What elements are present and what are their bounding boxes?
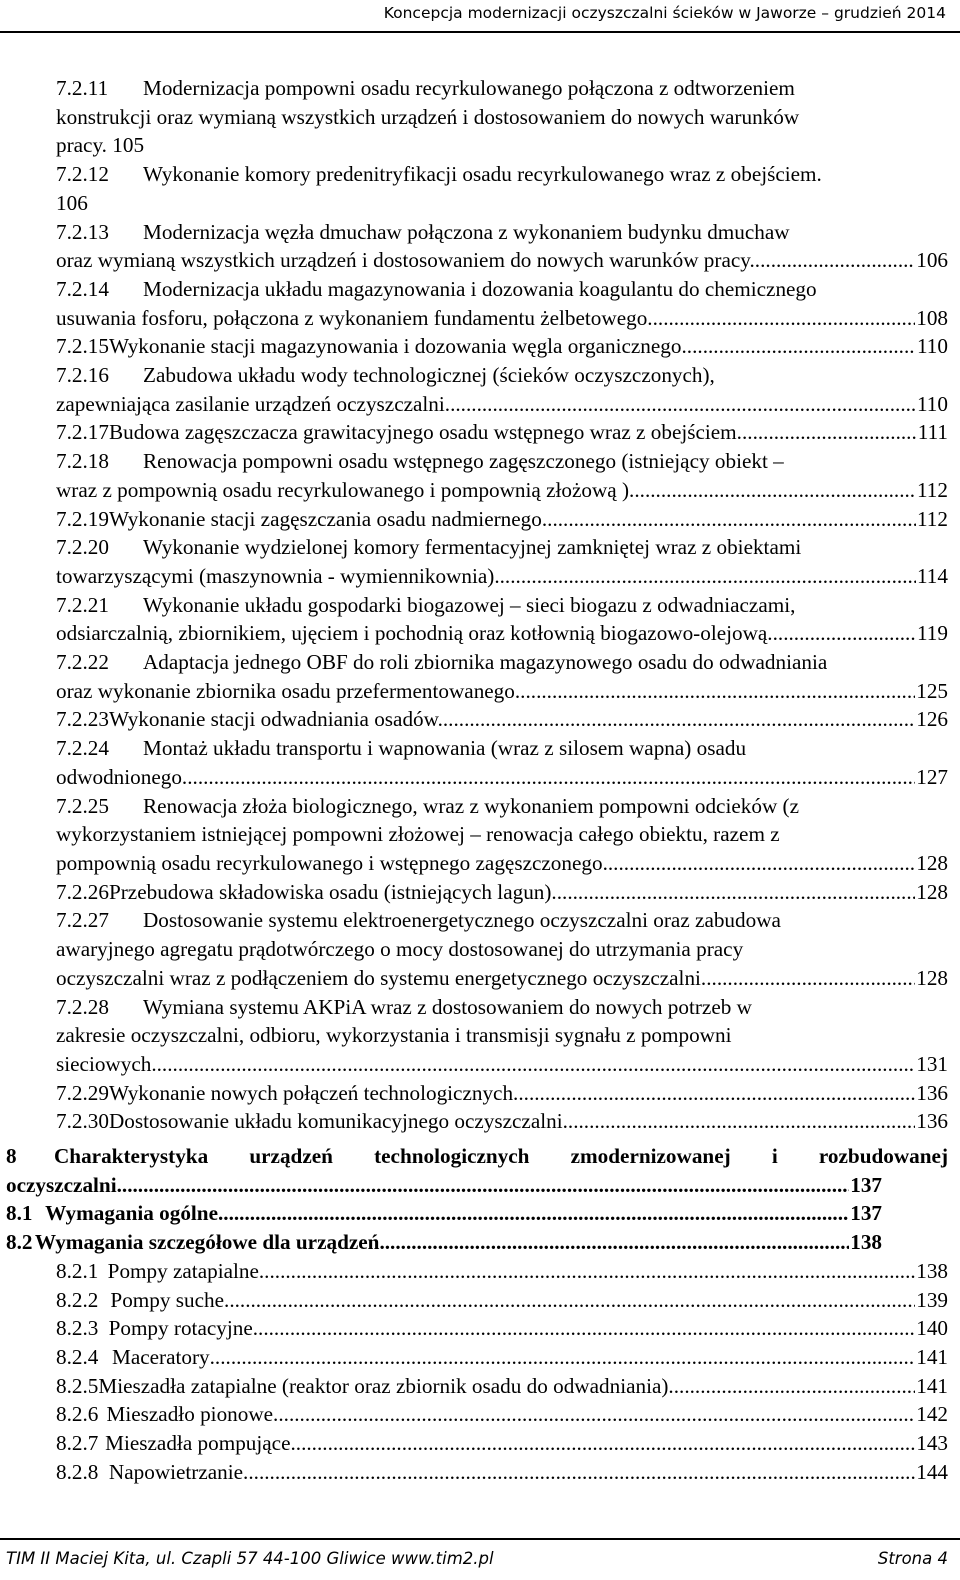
toc-page-number: 141 bbox=[916, 1373, 948, 1398]
toc-entry-number: 8.1 bbox=[6, 1201, 33, 1226]
toc-entry-line bbox=[56, 820, 948, 849]
toc-entry-text: Adaptacja jednego OBF do roli zbiornika magazynowego osadu do odwadniania bbox=[143, 650, 828, 675]
toc-entry-line bbox=[56, 677, 948, 706]
toc-entry-text: Wykonanie wydzielonej komory fermentacyjnej zamkniętej wraz z obiektami bbox=[143, 535, 802, 560]
dot-leader bbox=[253, 1314, 915, 1343]
toc-entry-text: Pompy suche. bbox=[110, 1287, 230, 1312]
toc-entry-number: 8.2.5 bbox=[56, 1373, 99, 1398]
toc-entry[interactable] bbox=[0, 74, 960, 160]
toc-entry-number: 8 bbox=[6, 1144, 17, 1169]
toc-entry-text: Montaż układu transportu i wapnowania (wraz z silosem wapna) osadu bbox=[143, 736, 747, 761]
toc-entry-text: usuwania fosforu, połączona z wykonaniem fundamentu żelbetowego. bbox=[56, 305, 653, 330]
toc-entry-text: Wykonanie komory predenitryfikacji osadu recyrkulowanego wraz z obejściem. bbox=[143, 162, 822, 187]
toc-entry-line bbox=[56, 332, 948, 361]
toc-entry-number: 8.2.6 bbox=[56, 1402, 99, 1427]
toc-entry-number: 8.2.2 bbox=[56, 1287, 99, 1312]
dot-leader bbox=[264, 1257, 915, 1286]
dot-leader bbox=[547, 505, 916, 534]
page-header: Koncepcja modernizacji oczyszczalni ścieków w Jaworze – grudzień 2014 bbox=[383, 4, 946, 22]
toc-page-number: 138 bbox=[916, 1258, 948, 1283]
toc-page-number: 139 bbox=[916, 1287, 948, 1312]
toc-entry[interactable] bbox=[0, 505, 960, 534]
toc-entry-line bbox=[56, 648, 948, 677]
toc-entry[interactable] bbox=[0, 1199, 960, 1228]
toc-entry-line bbox=[56, 160, 948, 189]
toc-page-number: 141 bbox=[916, 1344, 948, 1369]
toc-entry-line bbox=[6, 1228, 948, 1257]
toc-entry-text: Mieszadła zatapialne (reaktor oraz zbiornik osadu do odwadniania). bbox=[98, 1373, 674, 1398]
toc-entry[interactable] bbox=[0, 906, 960, 992]
toc-page-number: 110 bbox=[917, 391, 948, 416]
toc-entry-line bbox=[56, 964, 948, 993]
toc-entry[interactable] bbox=[0, 1400, 960, 1429]
toc-entry-text: wraz z pompownią osadu recyrkulowanego i pompownią złożową ). bbox=[56, 477, 635, 502]
dot-leader bbox=[773, 619, 916, 648]
dot-leader bbox=[450, 390, 916, 419]
toc-entry-text: Modernizacja układu magazynowania i dozowania koagulantu do chemicznego bbox=[143, 276, 817, 301]
toc-entry-text: Wykonanie układu gospodarki biogazowej – sieci biogazu z odwadniaczami, bbox=[143, 592, 796, 617]
toc-entry-line bbox=[56, 189, 948, 218]
toc-entry-text: Dostosowanie układu komunikacyjnego oczyszczalni. bbox=[108, 1109, 568, 1134]
toc-entry-number: 7.2.18 bbox=[56, 449, 109, 474]
toc-entry-line bbox=[56, 763, 948, 792]
toc-entry-line bbox=[56, 906, 948, 935]
toc-entry-number: 7.2.29 bbox=[56, 1080, 109, 1105]
toc-entry-number: 7.2.20 bbox=[56, 535, 109, 560]
toc-entry[interactable] bbox=[0, 533, 960, 590]
toc-entry-number: 8.2.1 bbox=[56, 1258, 99, 1283]
toc-entry-number: 8.2.7 bbox=[56, 1431, 99, 1456]
toc-entry-line bbox=[56, 705, 948, 734]
toc-entry[interactable] bbox=[0, 1314, 960, 1343]
toc-entry-number: 7.2.24 bbox=[56, 736, 109, 761]
toc-page-number: 137 bbox=[850, 1172, 882, 1197]
dot-leader bbox=[706, 964, 915, 993]
toc-entry[interactable] bbox=[0, 1458, 960, 1487]
toc-entry-line bbox=[56, 1343, 948, 1372]
toc-entry-text: Renowacja złoża biologicznego, wraz z wykonaniem pompowni odcieków (z bbox=[143, 793, 799, 818]
toc-entry[interactable] bbox=[0, 160, 960, 217]
toc-entry-text: oraz wymianą wszystkich urządzeń i dostosowaniem do nowych warunków pracy. bbox=[56, 248, 755, 273]
toc-entry-line bbox=[56, 390, 948, 419]
header-rule bbox=[0, 31, 960, 33]
toc-entry[interactable] bbox=[0, 1343, 960, 1372]
toc-page-number: 106 bbox=[916, 248, 948, 273]
toc-page-number: 138 bbox=[850, 1230, 882, 1255]
toc-page-number: 142 bbox=[916, 1402, 948, 1427]
toc-entry-text: konstrukcji oraz wymianą wszystkich urządzeń i dostosowaniem do nowych warunków bbox=[56, 104, 800, 129]
toc-entry-number: 8.2.3 bbox=[56, 1316, 99, 1341]
toc-page-number: 111 bbox=[917, 420, 948, 445]
toc-page-number: 128 bbox=[916, 879, 948, 904]
dot-leader bbox=[278, 1400, 915, 1429]
toc-entry-line bbox=[6, 1171, 948, 1200]
toc-entry-number: 7.2.16 bbox=[56, 363, 109, 388]
toc-entry-number: 8.2.8 bbox=[56, 1459, 99, 1484]
toc-entry-line bbox=[56, 1400, 948, 1429]
toc-entry[interactable] bbox=[0, 447, 960, 504]
toc-entry[interactable] bbox=[0, 218, 960, 275]
toc-entry-line bbox=[56, 246, 948, 275]
toc-entry-line bbox=[56, 935, 948, 964]
toc-entry-number: 7.2.15 bbox=[56, 334, 109, 359]
toc-entry-text: Maceratory bbox=[111, 1344, 210, 1369]
toc-page-number: 137 bbox=[850, 1201, 882, 1226]
toc-entry[interactable] bbox=[0, 1228, 960, 1257]
toc-entry-number: 7.2.21 bbox=[56, 592, 109, 617]
dot-leader bbox=[296, 1429, 915, 1458]
toc-entry-text: Modernizacja węzła dmuchaw połączona z wykonaniem budynku dmuchaw bbox=[143, 219, 790, 244]
toc-entry-text: Charakterystyka urządzeń technologicznych zmodernizowanej i rozbudowanej bbox=[54, 1144, 948, 1169]
toc-entry-text: Wymagania ogólne bbox=[45, 1201, 218, 1226]
dot-leader bbox=[210, 1343, 916, 1372]
toc-entry-line bbox=[56, 1314, 948, 1343]
toc-entry-number: 7.2.22 bbox=[56, 650, 109, 675]
toc-entry-number: 7.2.27 bbox=[56, 908, 109, 933]
toc-entry-line bbox=[6, 1142, 948, 1171]
toc-page-number: 127 bbox=[916, 764, 948, 789]
toc-entry-line bbox=[56, 505, 948, 534]
toc-entry-line bbox=[56, 878, 948, 907]
toc-entry-line bbox=[56, 1286, 948, 1315]
toc-entry-text: Wykonanie stacji magazynowania i dozowania węgla organicznego. bbox=[108, 334, 687, 359]
dot-leader bbox=[608, 849, 915, 878]
toc-entry-line bbox=[56, 131, 948, 160]
dot-leader bbox=[187, 763, 915, 792]
table-of-contents bbox=[0, 74, 960, 1486]
toc-entry[interactable] bbox=[0, 591, 960, 648]
dot-leader bbox=[229, 1286, 915, 1315]
toc-entry-line bbox=[56, 74, 948, 103]
dot-leader bbox=[674, 1372, 915, 1401]
toc-entry-text: Przebudowa składowiska osadu (istniejących lagun). bbox=[108, 879, 557, 904]
toc-entry-line bbox=[56, 1050, 948, 1079]
page-footer bbox=[0, 1542, 960, 1576]
toc-entry[interactable] bbox=[0, 878, 960, 907]
toc-entry[interactable] bbox=[0, 1142, 960, 1199]
toc-page-number: 110 bbox=[917, 334, 948, 359]
toc-entry-line bbox=[56, 1079, 948, 1108]
dot-leader bbox=[557, 878, 915, 907]
toc-entry-text: Modernizacja pompowni osadu recyrkulowanego połączona z odtworzeniem bbox=[143, 76, 795, 100]
toc-entry-text: Renowacja pompowni osadu wstępnego zagęszczonego (istniejący obiekt – bbox=[143, 449, 784, 474]
dot-leader bbox=[634, 476, 916, 505]
toc-entry-number: 7.2.14 bbox=[56, 276, 109, 301]
toc-entry-text: Wykonanie stacji odwadniania osadów. bbox=[108, 707, 443, 732]
toc-entry[interactable] bbox=[0, 1372, 960, 1401]
toc-page-number: 131 bbox=[916, 1051, 948, 1076]
toc-entry-text: sieciowych. bbox=[56, 1051, 157, 1076]
toc-entry-number: 8.2 bbox=[6, 1230, 33, 1255]
dot-leader bbox=[500, 562, 916, 591]
footer-address: TIM II Maciej Kita, ul. Czapli 57 44-100 Gliwice www.tim2.pl bbox=[6, 1549, 494, 1568]
toc-entry-line bbox=[56, 476, 948, 505]
toc-entry-text: awaryjnego agregatu prądotwórczego o mocy dostosowanej do utrzymania pracy bbox=[56, 937, 744, 962]
toc-entry-line bbox=[56, 218, 948, 247]
toc-entry-text: Wymagania szczegółowe dla urządzeń. bbox=[34, 1230, 385, 1255]
toc-page-number: 128 bbox=[916, 850, 948, 875]
toc-page-number: 143 bbox=[916, 1431, 948, 1456]
toc-entry-text: Wykonanie nowych połączeń technologicznych. bbox=[108, 1080, 519, 1105]
toc-entry[interactable] bbox=[0, 1286, 960, 1315]
toc-entry-line bbox=[56, 361, 948, 390]
toc-entry-text: oczyszczalni wraz z podłączeniem do systemu energetycznego oczyszczalni. bbox=[56, 965, 707, 990]
toc-entry-line bbox=[56, 734, 948, 763]
dot-leader bbox=[755, 246, 915, 275]
toc-entry-text: oraz wykonanie zbiornika osadu przefermentowanego. bbox=[56, 678, 521, 703]
toc-entry-number: 7.2.25 bbox=[56, 793, 109, 818]
toc-entry[interactable] bbox=[0, 792, 960, 878]
dot-leader bbox=[443, 705, 915, 734]
toc-page-number: 114 bbox=[917, 563, 948, 588]
dot-leader bbox=[218, 1199, 849, 1228]
toc-entry[interactable] bbox=[0, 275, 960, 332]
toc-entry-line bbox=[56, 533, 948, 562]
toc-entry-text: oczyszczalni bbox=[6, 1172, 117, 1197]
toc-entry-text: Budowa zagęszczacza grawitacyjnego osadu wstępnego wraz z obejściem. bbox=[108, 420, 742, 445]
toc-entry-text: odsiarczalnią, zbiornikiem, ujęciem i pochodnią oraz kotłownią biogazowo-olejową. bbox=[56, 621, 773, 646]
toc-entry[interactable] bbox=[0, 1257, 960, 1286]
toc-entry[interactable] bbox=[0, 1079, 960, 1108]
toc-entry-text: zapewniająca zasilanie urządzeń oczyszczalni. bbox=[56, 391, 451, 416]
toc-entry-number: 8.2.4 bbox=[56, 1344, 99, 1369]
toc-entry-line bbox=[56, 1429, 948, 1458]
toc-entry-number: 7.2.11 bbox=[56, 76, 109, 100]
toc-page-number: 119 bbox=[917, 621, 948, 646]
toc-entry[interactable] bbox=[0, 332, 960, 361]
toc-page-number: 140 bbox=[916, 1316, 948, 1341]
page-number: Strona 4 bbox=[877, 1549, 948, 1568]
dot-leader bbox=[518, 1079, 915, 1108]
toc-entry-line bbox=[6, 1199, 948, 1228]
toc-entry-line bbox=[56, 1107, 948, 1136]
dot-leader bbox=[742, 418, 917, 447]
toc-entry-text: wykorzystaniem istniejącej pompowni złożowej – renowacja całego obiektu, razem z bbox=[56, 822, 780, 847]
toc-page-number: 144 bbox=[916, 1459, 948, 1484]
toc-entry-text: Wykonanie stacji zagęszczania osadu nadmiernego. bbox=[108, 506, 548, 531]
toc-entry-line bbox=[56, 1458, 948, 1487]
toc-entry[interactable] bbox=[0, 1107, 960, 1136]
toc-page-number: 112 bbox=[917, 506, 948, 531]
toc-entry-number: 7.2.17 bbox=[56, 420, 109, 445]
toc-entry[interactable] bbox=[0, 361, 960, 418]
toc-page-number: 125 bbox=[916, 678, 948, 703]
toc-entry-number: 7.2.30 bbox=[56, 1109, 109, 1134]
toc-entry-number: 7.2.23 bbox=[56, 707, 109, 732]
toc-entry-text: Mieszadło pionowe. bbox=[106, 1402, 279, 1427]
toc-entry-text: Napowietrzanie. bbox=[108, 1459, 249, 1484]
toc-entry-text: zakresie oczyszczalni, odbioru, wykorzystania i transmisji sygnału z pompowni bbox=[56, 1023, 732, 1048]
toc-page-number: 136 bbox=[916, 1080, 948, 1105]
dot-leader bbox=[248, 1458, 915, 1487]
toc-entry-text: pracy. 105 bbox=[56, 133, 145, 158]
toc-entry-line bbox=[56, 1021, 948, 1050]
toc-entry-text: towarzyszącymi (maszynownia - wymiennikownia). bbox=[56, 563, 500, 588]
toc-entry-line bbox=[56, 447, 948, 476]
toc-entry-text: Pompy rotacyjne bbox=[108, 1316, 253, 1341]
toc-entry-text: Zabudowa układu wody technologicznej (ścieków oczyszczonych), bbox=[143, 363, 715, 388]
toc-page-number: 108 bbox=[916, 305, 948, 330]
toc-entry-text: pompownią osadu recyrkulowanego i wstępnego zagęszczonego. bbox=[56, 850, 608, 875]
toc-entry-text: Mieszadła pompujące. bbox=[105, 1431, 296, 1456]
dot-leader bbox=[568, 1107, 915, 1136]
dot-leader bbox=[157, 1050, 916, 1079]
footer-rule bbox=[0, 1538, 960, 1540]
toc-entry[interactable] bbox=[0, 418, 960, 447]
toc-entry-number: 7.2.28 bbox=[56, 994, 109, 1019]
toc-entry-number: 7.2.13 bbox=[56, 219, 109, 244]
toc-entry-line bbox=[56, 792, 948, 821]
toc-entry-line bbox=[56, 418, 948, 447]
toc-entry-line bbox=[56, 103, 948, 132]
toc-entry[interactable] bbox=[0, 1429, 960, 1458]
toc-entry-number: 7.2.12 bbox=[56, 162, 109, 187]
toc-entry[interactable] bbox=[0, 734, 960, 791]
toc-entry-line bbox=[56, 1372, 948, 1401]
toc-page-number: 112 bbox=[917, 477, 948, 502]
toc-entry-line bbox=[56, 591, 948, 620]
toc-entry-number: 7.2.26 bbox=[56, 879, 109, 904]
toc-page-number: 136 bbox=[916, 1109, 948, 1134]
toc-page-number: 128 bbox=[916, 965, 948, 990]
toc-entry-text: Wymiana systemu AKPiA wraz z dostosowaniem do nowych potrzeb w bbox=[143, 994, 752, 1019]
dot-leader bbox=[385, 1228, 849, 1257]
toc-entry-line bbox=[56, 619, 948, 648]
toc-entry[interactable] bbox=[0, 705, 960, 734]
toc-entry-text: Dostosowanie systemu elektroenergetycznego oczyszczalni oraz zabudowa bbox=[143, 908, 781, 933]
dot-leader bbox=[687, 332, 916, 361]
toc-page-number: 126 bbox=[916, 707, 948, 732]
toc-entry-line bbox=[56, 1257, 948, 1286]
dot-leader bbox=[653, 304, 916, 333]
toc-entry-line bbox=[56, 993, 948, 1022]
toc-entry-line bbox=[56, 562, 948, 591]
toc-entry-number: 7.2.19 bbox=[56, 506, 109, 531]
toc-entry-line bbox=[56, 849, 948, 878]
toc-entry-text: 106 bbox=[56, 190, 88, 215]
toc-entry[interactable] bbox=[0, 648, 960, 705]
toc-entry-text: Pompy zatapialne. bbox=[107, 1258, 265, 1283]
toc-entry[interactable] bbox=[0, 993, 960, 1079]
toc-entry-line bbox=[56, 304, 948, 333]
toc-entry-text: odwodnionego. bbox=[56, 764, 188, 789]
toc-entry-line bbox=[56, 275, 948, 304]
dot-leader bbox=[520, 677, 915, 706]
dot-leader bbox=[117, 1171, 850, 1200]
